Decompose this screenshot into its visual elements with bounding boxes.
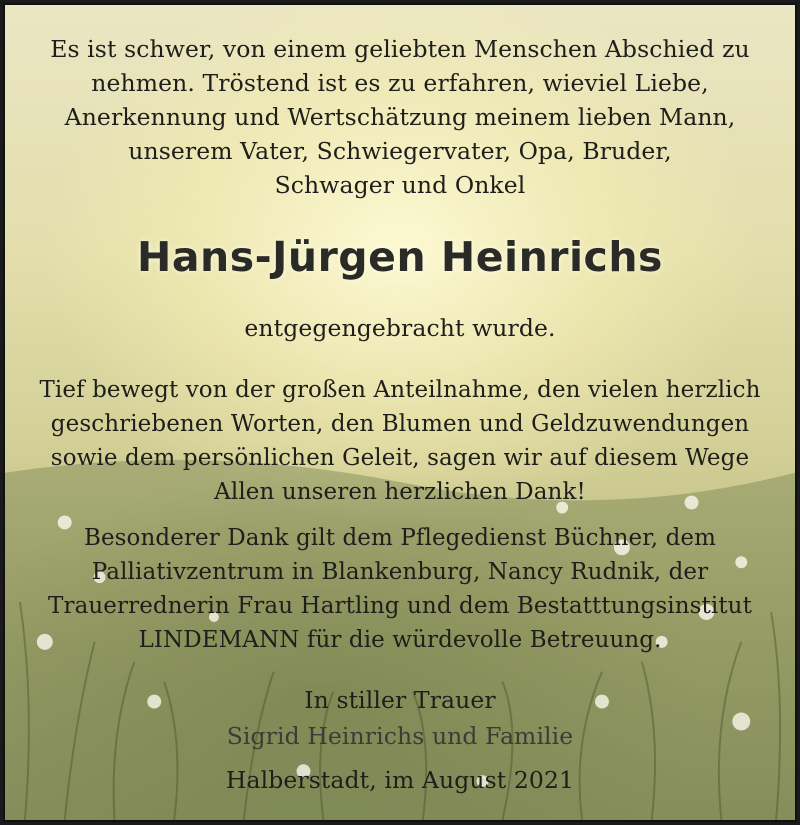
mourning-block: [5, 682, 795, 754]
thanks-line: geschriebenen Worten, den Blumen und Geldzuwendungen: [50, 411, 750, 437]
intro-line: unserem Vater, Schwiegervater, Opa, Bruder,: [128, 137, 672, 165]
place-date: Halberstadt, im August 2021: [225, 766, 575, 794]
thanks-line: Tief bewegt von der großen Anteilnahme, den vielen herzlich: [39, 377, 761, 403]
special-thanks-line: Trauerrednerin Frau Hartling und dem Bestatttungsinstitut: [48, 593, 752, 619]
received-line: entgegengebracht wurde.: [244, 314, 556, 342]
thanks-line: Allen unseren herzlichen Dank!: [214, 479, 586, 505]
intro-line: Anerkennung und Wertschätzung meinem lieben Mann,: [64, 103, 736, 131]
mourning-label: In stiller Trauer: [304, 686, 496, 714]
obituary-card: [3, 3, 797, 822]
thanks-line: sowie dem persönlichen Geleit, sagen wir auf diesem Wege: [50, 445, 750, 471]
special-thanks-line: Palliativzentrum in Blankenburg, Nancy Rudnik, der: [91, 559, 709, 585]
intro-paragraph: [5, 32, 795, 202]
special-thanks-paragraph: [5, 521, 795, 657]
special-thanks-line: LINDEMANN für die würdevolle Betreuung.: [138, 627, 662, 653]
thanks-paragraph: [5, 373, 795, 509]
special-thanks-line: Besonderer Dank gilt dem Pflegedienst Büchner, dem: [83, 525, 717, 551]
deceased-name: Hans-Jürgen Heinrichs: [137, 233, 663, 281]
intro-line: nehmen. Tröstend ist es zu erfahren, wieviel Liebe,: [91, 69, 709, 97]
intro-line: Es ist schwer, von einem geliebten Menschen Abschied zu: [50, 35, 750, 63]
signature: Sigrid Heinrichs und Familie: [226, 722, 574, 750]
intro-line: Schwager und Onkel: [274, 171, 526, 199]
